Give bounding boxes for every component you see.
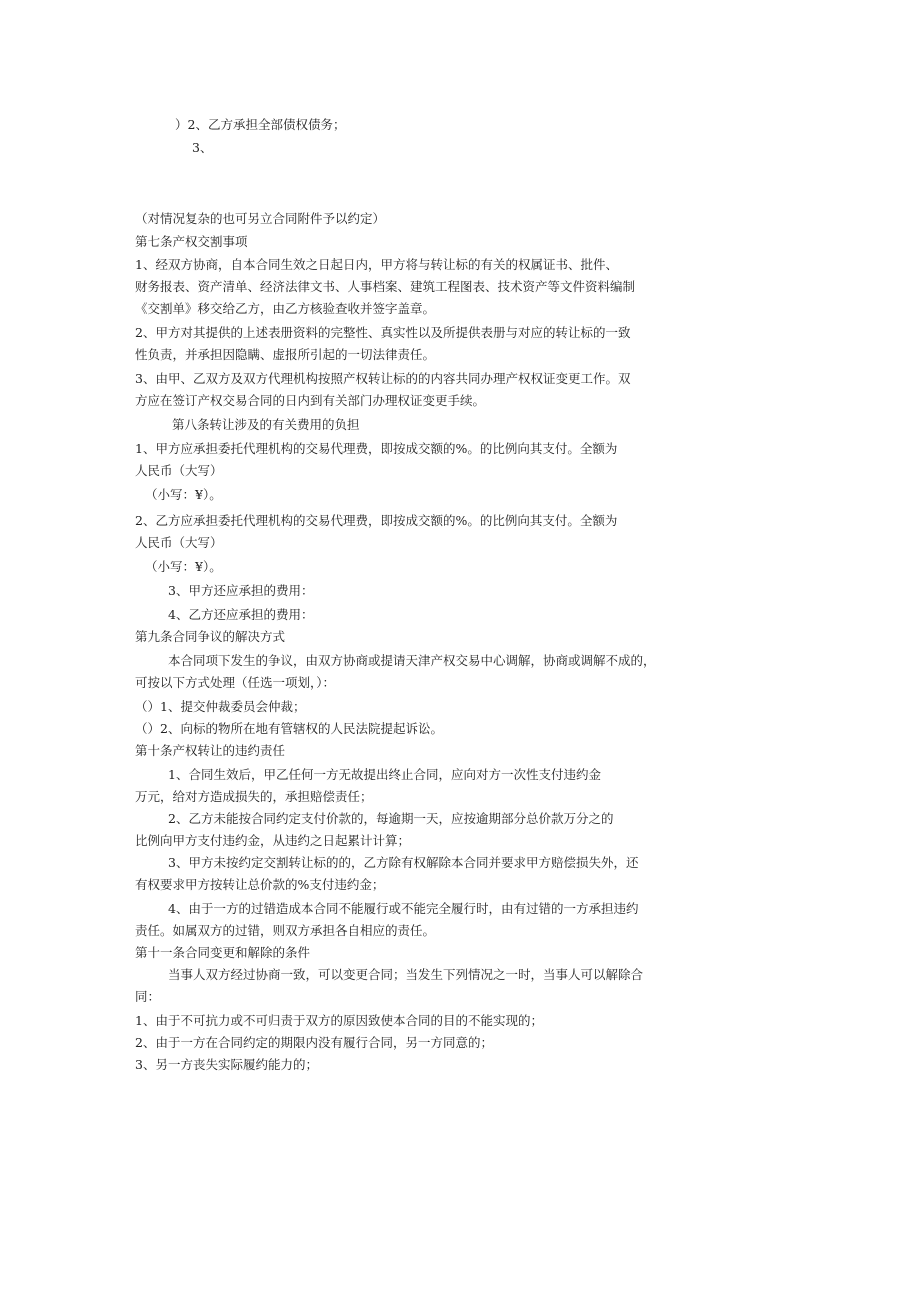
section-heading: 第十条产权转让的违约责任 (135, 743, 286, 758)
text-line: 《交割单》移交给乙方，由乙方核验查收并签字盖章。 (135, 301, 436, 316)
section-heading: 第十一条合同变更和解除的条件 (135, 945, 311, 960)
text-line: 2、乙方应承担委托代理机构的交易代理费，即按成交额的%。的比例向其支付。全额为 (135, 513, 618, 528)
text-line: 比例向甲方支付违约金，从违约之日起累计计算； (135, 833, 411, 848)
text-line: 4、由于一方的过错造成本合同不能履行或不能完全履行时，由有过错的一方承担违约 (168, 901, 639, 916)
text-line: 1、经双方协商，自本合同生效之日起日内，甲方将与转让标的有关的权属证书、批件、 (135, 257, 618, 272)
text-line: 性负责，并承担因隐瞒、虚报所引起的一切法律责任。 (135, 347, 436, 362)
text-line: （）2、向标的物所在地有管辖权的人民法院提起诉讼。 (135, 721, 443, 736)
text-line: 责任。如属双方的过错，则双方承担各自相应的责任。 (135, 923, 436, 938)
text-line: 2、由于一方在合同约定的期限内没有履行合同，另一方同意的； (135, 1035, 493, 1050)
text-line: 万元，给对方造成损失的，承担赔偿责任； (135, 789, 373, 804)
text-line: 3、 (192, 140, 213, 155)
text-line: 2、乙方未能按合同约定支付价款的，每逾期一天，应按逾期部分总价款万分之的 (168, 811, 614, 826)
text-line: 人民币（大写） (135, 463, 223, 478)
text-line: 2、甲方对其提供的上述表册资料的完整性、真实性以及所提供表册与对应的转让标的一致 (135, 325, 631, 340)
text-line: 4、乙方还应承担的费用： (168, 607, 314, 622)
text-line: （小写：¥）。 (145, 559, 222, 574)
text-line: 1、合同生效后，甲乙任何一方无故提出终止合同，应向对方一次性支付违约金 (168, 767, 601, 782)
text-line: ）2、乙方承担全部债权债务； (175, 117, 346, 132)
text-line: 本合同项下发生的争议，由双方协商或提请天津产权交易中心调解，协商或调解不成的， (168, 653, 656, 668)
text-line: （对情况复杂的也可另立合同附件予以约定） (135, 211, 386, 226)
text-line: 人民币（大写） (135, 535, 223, 550)
text-line: （小写：¥）。 (145, 487, 222, 502)
text-line: 方应在签订产权交易合同的日内到有关部门办理权证变更手续。 (135, 393, 486, 408)
text-line: 有权要求甲方按转让总价款的%支付违约金； (135, 877, 385, 892)
text-line: 财务报表、资产清单、经济法律文书、人事档案、建筑工程图表、技术资产等文件资料编制 (135, 279, 636, 294)
section-heading: 第七条产权交割事项 (135, 234, 248, 249)
text-line: 3、由甲、乙双方及双方代理机构按照产权转让标的的内容共同办理产权权证变更工作。双 (135, 371, 631, 386)
text-line: 3、甲方还应承担的费用： (168, 583, 314, 598)
text-line: 3、另一方丧失实际履约能力的； (135, 1057, 318, 1072)
text-line: 当事人双方经过协商一致，可以变更合同；当发生下列情况之一时，当事人可以解除合 (168, 967, 644, 982)
text-line: 同： (135, 989, 161, 1004)
section-heading: 第九条合同争议的解决方式 (135, 629, 286, 644)
text-line: 1、甲方应承担委托代理机构的交易代理费，即按成交额的%。的比例向其支付。全额为 (135, 441, 618, 456)
section-heading: 第八条转让涉及的有关费用的负担 (172, 417, 360, 432)
text-line: 可按以下方式处理（任选一项划，）： (135, 675, 336, 690)
text-line: （）1、提交仲裁委员会仲裁； (135, 699, 306, 714)
text-line: 3、甲方未按约定交割转让标的的，乙方除有权解除本合同并要求甲方赔偿损失外，还 (168, 855, 639, 870)
text-line: 1、由于不可抗力或不可归责于双方的原因致使本合同的目的不能实现的； (135, 1013, 543, 1028)
